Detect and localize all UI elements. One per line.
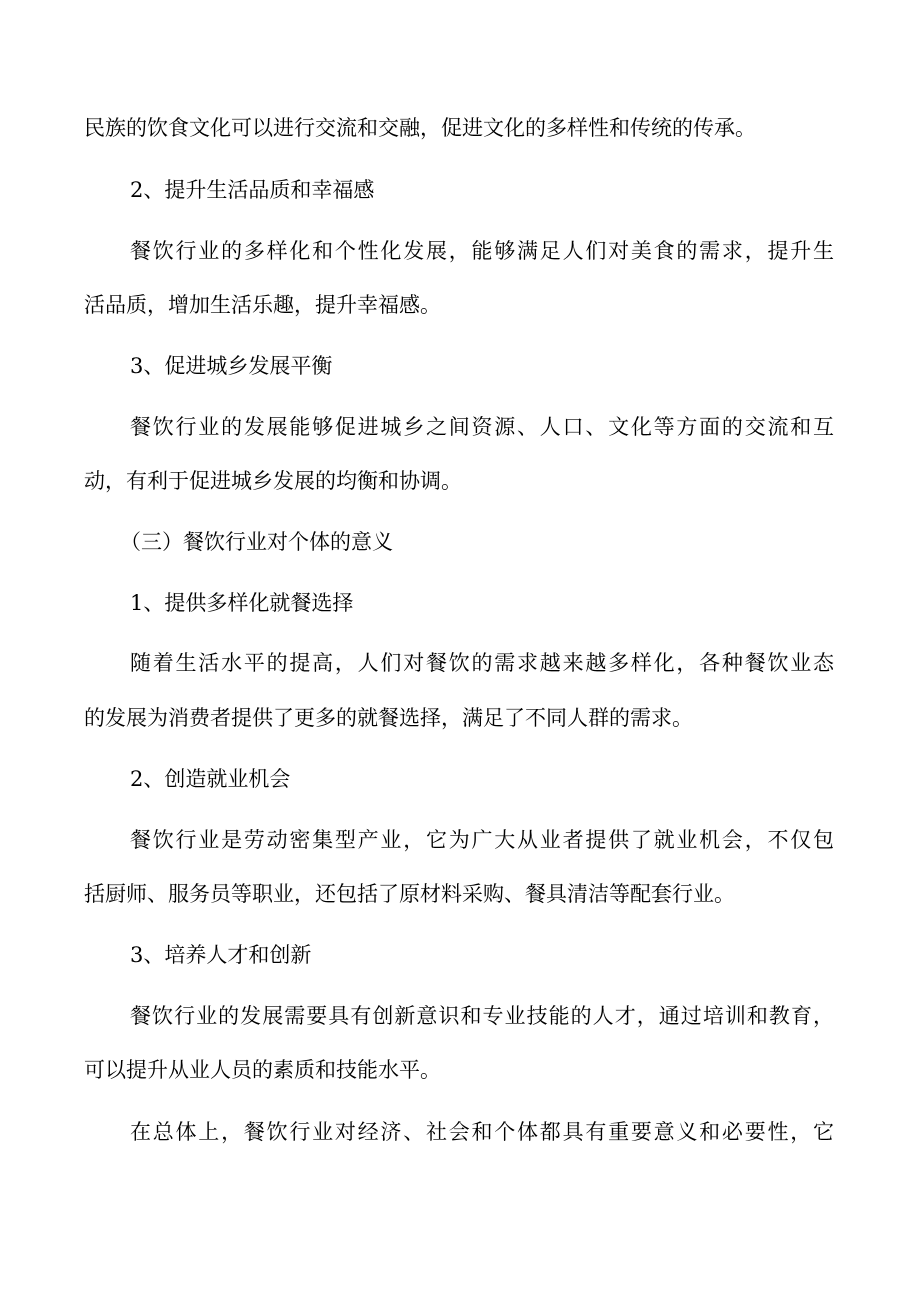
subheading: 3、培养人才和创新 (130, 943, 312, 967)
section-heading: （三）餐饮行业对个体的意义 (120, 530, 393, 554)
paragraph-line: 民族的饮食文化可以进行交流和交融，促进文化的多样性和传统的传承。 (84, 116, 756, 140)
subheading: 2、提升生活品质和幸福感 (130, 178, 375, 202)
subheading: 1、提供多样化就餐选择 (130, 591, 354, 615)
paragraph-line: 餐饮行业是劳动密集型产业，它为广大从业者提供了就业机会，不仅包 (130, 828, 834, 852)
paragraph-line: 活品质，增加生活乐趣，提升幸福感。 (84, 293, 441, 317)
subheading: 2、创造就业机会 (130, 767, 291, 791)
paragraph-line: 餐饮行业的多样化和个性化发展，能够满足人们对美食的需求，提升生 (130, 239, 834, 263)
paragraph-line: 括厨师、服务员等职业，还包括了原材料采购、餐具清洁等配套行业。 (84, 882, 735, 906)
paragraph-line: 动，有利于促进城乡发展的均衡和协调。 (84, 469, 462, 493)
paragraph-line: 餐饮行业的发展需要具有创新意识和专业技能的人才，通过培训和教育， (130, 1004, 834, 1028)
paragraph-line: 可以提升从业人员的素质和技能水平。 (84, 1058, 441, 1082)
subheading: 3、促进城乡发展平衡 (130, 354, 333, 378)
paragraph-line: 的发展为消费者提供了更多的就餐选择，满足了不同人群的需求。 (84, 706, 693, 730)
paragraph-line: 餐饮行业的发展能够促进城乡之间资源、人口、文化等方面的交流和互 (130, 415, 834, 439)
paragraph-line: 随着生活水平的提高，人们对餐饮的需求越来越多样化，各种餐饮业态 (130, 651, 834, 675)
paragraph-line: 在总体上，餐饮行业对经济、社会和个体都具有重要意义和必要性，它 (130, 1120, 834, 1144)
